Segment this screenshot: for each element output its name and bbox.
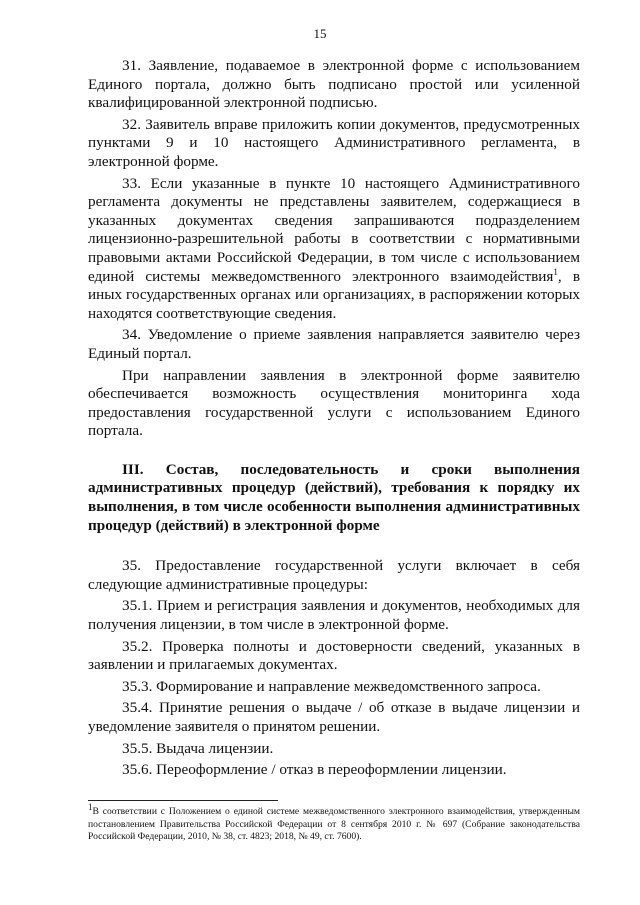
paragraph-33: [88, 175, 580, 324]
paragraph-34-monitoring: При направлении заявления в электронной форме заявителю обеспечивается возможность осуществления мониторинга хода предоставления государственной услуги с использованием Единого портала.: [88, 366, 580, 440]
paragraph-32: 32. Заявитель вправе приложить копии документов, предусмотренных пунктами 9 и 10 настоящего Административного регламента, в электронной форме.: [88, 115, 580, 170]
procedure-item: 35.5. Выдача лицензии.: [122, 739, 274, 757]
paragraph-34: 34. Уведомление о приеме заявления направляется заявителю через Единый портал.: [88, 326, 580, 362]
footnote-marker: 1: [88, 801, 93, 812]
document-body: [88, 57, 580, 783]
paragraph-33-text: 33. Если указанные в пункте 10 настоящего Административного регламента документы не представлены заявителем, содержащиеся в указанных документах сведения запрашиваются подразделением лицензионно-разрешительной работы в соответствии с нормативными правовыми актами Российской Федерации, в том числе с использованием единой системы межведомственного электронного взаимодействия: [88, 174, 580, 285]
paragraph-31: 31. Заявление, подаваемое в электронной форме с использованием Единого портала, должно быть подписано простой или усиленной квалифицированной электронной подписью.: [88, 57, 580, 112]
paragraph-33-tail: , в иных государственных органах или организациях, в распоряжении которых находятся соответствующие сведения.: [88, 267, 580, 322]
procedure-item: 35.2. Проверка полноты и достоверности сведений, указанных в заявлении и прилагаемых документах.: [88, 637, 580, 674]
footnote-reference: 1: [553, 266, 558, 277]
paragraph-35-intro: 35. Предоставление государственной услуги включает в себя следующие административные процедуры:: [88, 557, 580, 593]
procedure-item: 35.3. Формирование и направление межведомственного запроса.: [122, 677, 541, 695]
footnote-text: В соответствии с Положением о единой системе межведомственного электронного взаимодействия, утвержденным постановлением Правительства Российской Федерации от 8 сентября 2010 г. № 697 (Собрание законодательства Российской Федерации, 2010, № 38, ст. 4823; 2018, № 49, ст. 7600).: [88, 806, 580, 843]
procedure-item: 35.1. Прием и регистрация заявления и документов, необходимых для получения лицензии, в том числе в электронной форме.: [88, 597, 580, 634]
page-number: 15: [313, 26, 327, 41]
section-heading: III. Состав, последовательность и сроки выполнения административных процедур (действий), требования к порядку их выполнения, в том числе особенности выполнения административных процедур (действий) в электронной форме: [88, 460, 580, 534]
footnote-separator: [88, 800, 278, 801]
procedure-item: 35.4. Принятие решения о выдаче / об отказе в выдаче лицензии и уведомление заявителя о принятом решении.: [88, 699, 580, 735]
footnote: [88, 801, 580, 844]
procedure-item: 35.6. Переоформление / отказ в переоформлении лицензии.: [122, 761, 507, 779]
